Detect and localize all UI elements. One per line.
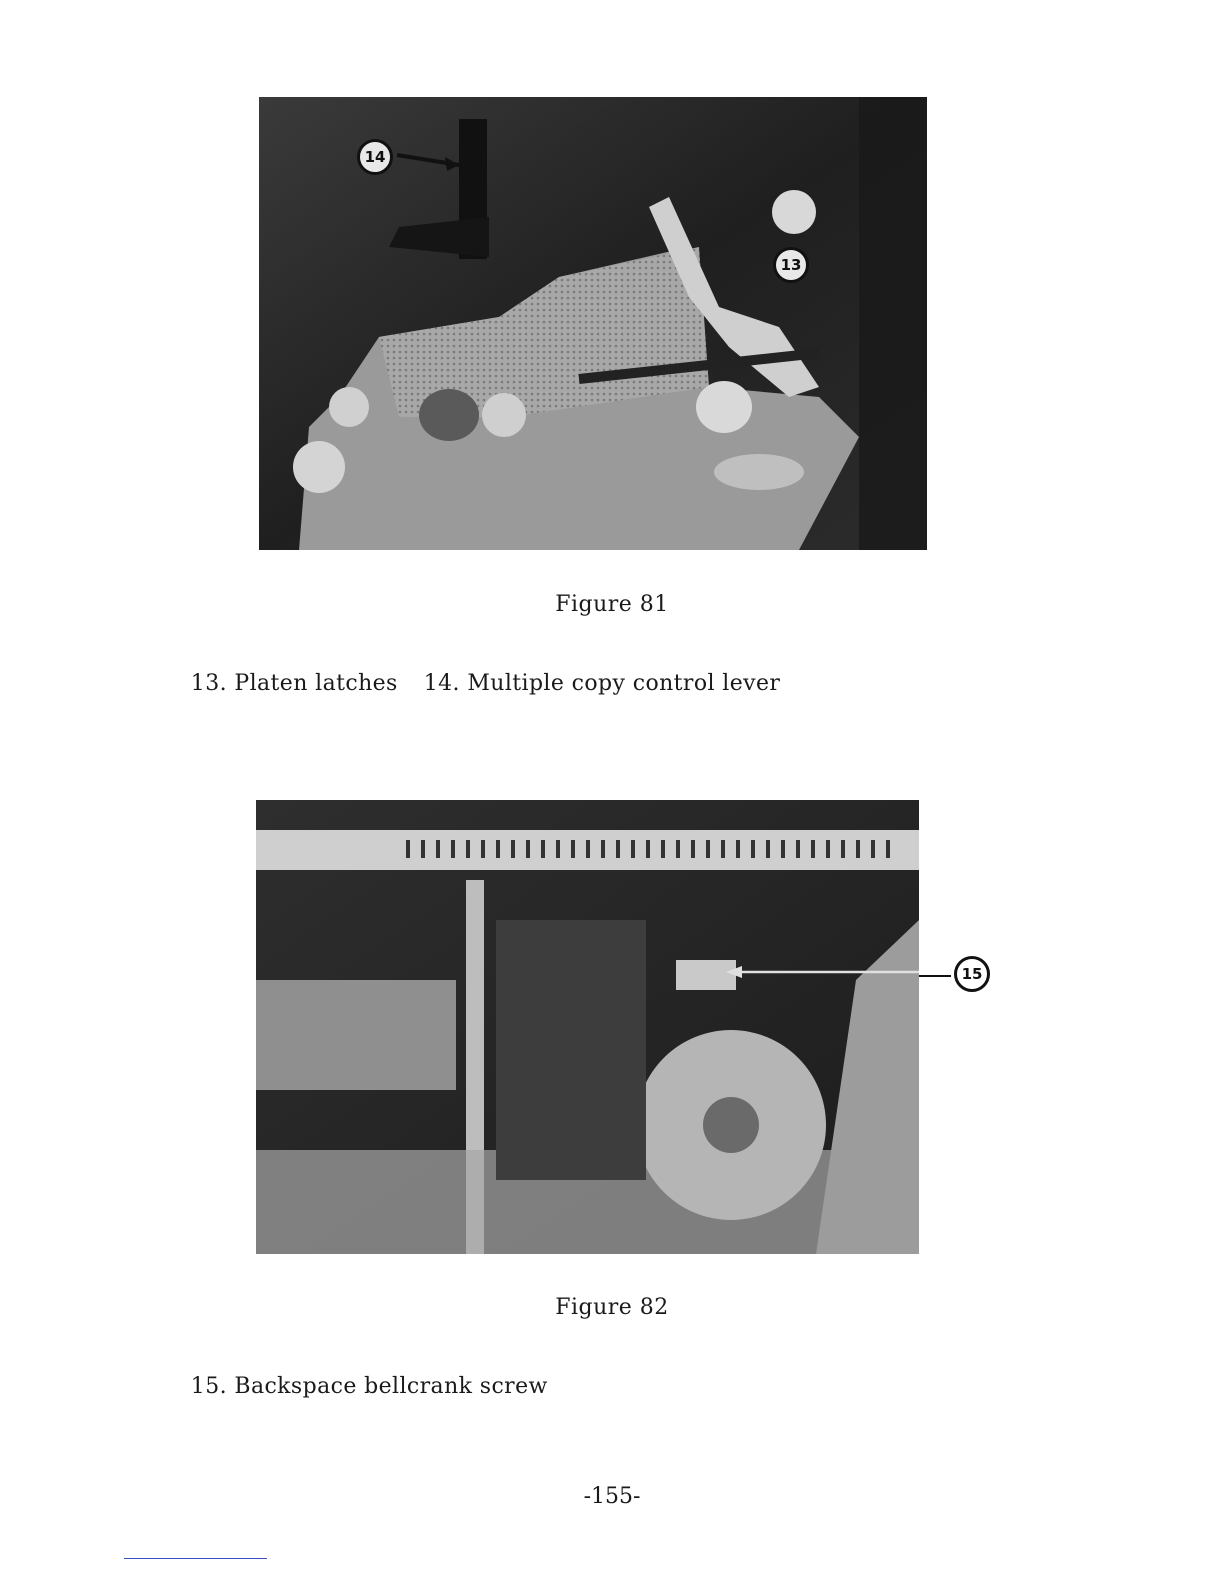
figure-81-legend [176,646,806,696]
callout-15-leader [919,975,951,977]
figure-82-legend [176,1349,574,1399]
footnote-rule [124,1558,267,1559]
figure-82-photo [256,800,919,1254]
legend-item-14: 14. Multiple copy control lever [423,671,781,696]
legend-item-15: 15. Backspace bellcrank screw [190,1374,548,1399]
callout-14: 14 [357,139,393,175]
callout-13: 13 [773,247,809,283]
callout-15: 15 [954,956,990,992]
page-number: -155- [583,1484,641,1509]
figure-81-photo [259,97,927,550]
legend-item-13: 13. Platen latches [190,671,398,696]
figure-82-caption: Figure 82 [555,1295,669,1320]
figure-81-caption: Figure 81 [555,592,669,617]
